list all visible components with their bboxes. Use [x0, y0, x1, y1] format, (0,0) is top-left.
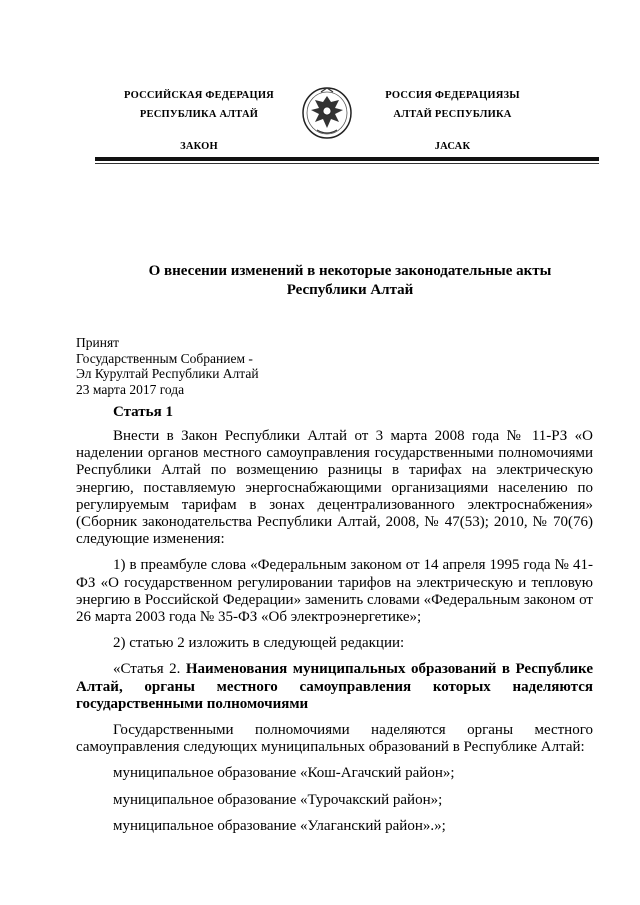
article2-prefix: «Статья 2. [113, 661, 186, 678]
paragraph-powers: Государственными полномочиями наделяются органы местного самоуправления следующих муниципальных образований в Республике Алтай: [76, 722, 593, 756]
header-rule-thick [95, 157, 599, 161]
paragraph-article2-intro: 2) статью 2 изложить в следующей редакции: [113, 635, 405, 652]
adopted-line-3: Эл Курултай Республики Алтай [76, 366, 259, 381]
header-right-country: РОССИЯ ФЕДЕРАЦИЯЗЫ [385, 90, 520, 101]
document-title [90, 262, 610, 300]
list-item-ulagan: муниципальное образование «Улаганский район».»; [113, 817, 446, 834]
adopted-line-4: 23 марта 2017 года [76, 381, 185, 397]
header-right [360, 86, 545, 156]
coat-of-arms-icon [301, 84, 353, 140]
article2-title: Наименования муниципальных образований в Республике Алтай, органы местного самоуправления которых наделяются государственными полномочиями [76, 661, 593, 712]
article-body [76, 428, 593, 844]
header-left-law: ЗАКОН [180, 141, 218, 152]
header-right-republic: АЛТАЙ РЕСПУБЛИКА [393, 109, 512, 120]
title-line-1: О внесении изменений в некоторые законодательные акты [148, 263, 552, 279]
adoption-block [76, 335, 259, 397]
paragraph-article2-heading [76, 661, 593, 713]
list-item-turochak: муниципальное образование «Турочакский район»; [113, 791, 443, 808]
header-right-law: JАСАК [434, 141, 471, 152]
header-left-country: РОССИЙСКАЯ ФЕДЕРАЦИЯ [124, 90, 274, 101]
header-left [108, 86, 290, 156]
paragraph-preamble-change: 1) в преамбуле слова «Федеральным законом от 14 апреля 1995 года № 41-ФЗ «О государственном регулировании тарифов на электрическую и тепловую энергию в Российской Федерации» заменить словами «Федеральным законом от 26 марта 2003 года № 35-ФЗ «Об электроэнергетике»; [76, 557, 593, 626]
header-rule-thin [95, 163, 599, 164]
paragraph-amendment: Внести в Закон Республики Алтай от 3 марта 2008 года № 11-РЗ «О наделении органов местного самоуправления государственными полномочиями Республики Алтай по возмещению разницы в тарифах на электрическую энергию, поставляемую энергоснабжающими организациями населению по регулируемым тарифам в зонах децентрализованного электроснабжения» (Сборник законодательства Республики Алтай, 2008, № 47(53); 2010, № 70(76) следующие изменения: [76, 428, 593, 548]
list-item-kosh-agach: муниципальное образование «Кош-Агачский район»; [113, 765, 455, 782]
article-heading: Статья 1 [113, 404, 173, 420]
header-left-republic: РЕСПУБЛИКА АЛТАЙ [139, 109, 259, 120]
adopted-line-2: Государственным Собранием - [76, 350, 253, 366]
title-line-2: Республики Алтай [286, 282, 414, 298]
adopted-line-1: Принят [76, 335, 120, 350]
